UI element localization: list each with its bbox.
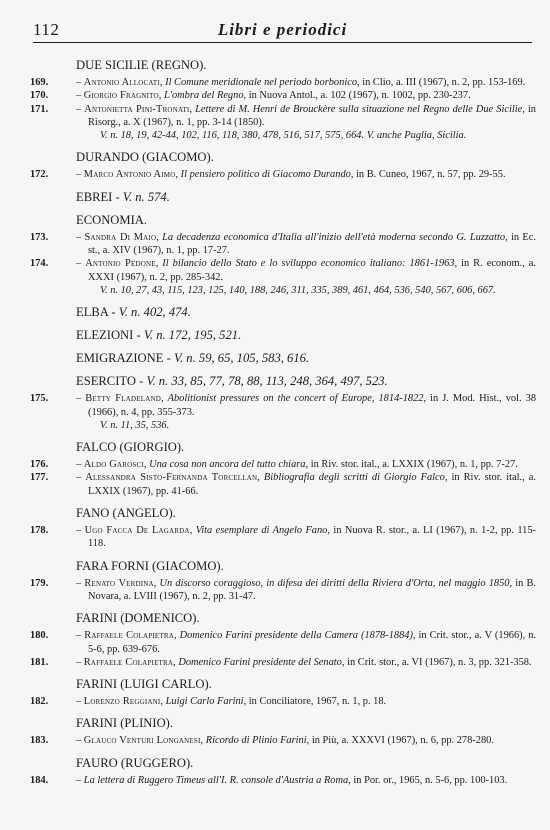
entry-title: Un discorso coraggioso, in difesa dei diritti della Riviera d'Orta, nel maggio 1850 — [159, 577, 510, 589]
subject-heading-text: EMIGRAZIONE - — [76, 351, 174, 366]
entry-citation: , in Por. or., 1965, n. 5-6, pp. 100-103. — [348, 774, 508, 786]
separator: , — [153, 577, 160, 589]
cross-reference: V. n. 33, 85, 77, 78, 88, 113, 248, 364, 497, 523. — [146, 374, 388, 389]
entry-author: Betty Fladeland — [85, 393, 161, 405]
entry-number: 177. — [30, 472, 49, 484]
entry-author: Raffaele Colapietra — [84, 630, 174, 642]
entry-title: Ricordo di Plinio Farini — [205, 735, 307, 747]
bibliography-entry — [30, 89, 536, 102]
entry-number: 181. — [30, 656, 49, 668]
subject-heading — [76, 149, 536, 165]
bibliography-entry — [30, 231, 536, 258]
entry-title: L'ombra del Regno — [163, 90, 244, 102]
entry-author: Antonio Allocati — [83, 77, 160, 88]
bibliography-entry — [30, 257, 536, 297]
entry-text — [76, 392, 537, 419]
entry-author: Renato Verdina — [84, 577, 154, 589]
entry-dash: – — [76, 393, 86, 405]
entry-text — [76, 734, 536, 747]
entry-dash: – — [76, 577, 85, 589]
running-header — [33, 20, 532, 43]
subject-heading-text: ELEZIONI - — [76, 328, 144, 343]
entry-citation: , in Crit. stor., a. V (1966), n. 5-6, pp. 639-676. — [88, 630, 537, 655]
entry-text — [76, 471, 537, 498]
subject-heading-text: DURANDO (GIACOMO). — [76, 150, 214, 165]
entry-number: 169. — [30, 77, 49, 88]
separator: , — [175, 169, 181, 181]
entry-text — [76, 524, 536, 551]
subject-heading — [76, 350, 536, 366]
subject-heading — [76, 304, 536, 320]
entry-citation: , in Ec. st., a. XIV (1967), n. 1, pp. 17-27. — [88, 231, 536, 257]
entry-number: 173. — [30, 231, 49, 243]
entry-number: 176. — [30, 459, 49, 471]
entry-title: Il bilancio dello Stato e lo sviluppo economico italiano: 1861-1963 — [162, 258, 455, 270]
subject-heading-text: FARINI (DOMENICO). — [76, 611, 200, 626]
subject-heading — [76, 327, 536, 343]
entry-citation: , in J. Mod. Hist., vol. 38 (1966), n. 4, pp. 355-373. — [88, 393, 537, 418]
entry-dash: – — [76, 735, 84, 747]
bibliography-entry — [30, 524, 536, 551]
cross-reference: V. n. 402, 474. — [118, 305, 191, 320]
entry-number: 174. — [30, 258, 49, 270]
entry-title: Una cosa non ancora del tutto chiara — [149, 459, 306, 471]
entry-citation: , in B. Novara, a. LVIII (1967), n. 2, pp. 31-47. — [88, 577, 536, 602]
entry-dash: – — [76, 77, 84, 88]
bibliography-entry — [30, 734, 536, 747]
entry-text — [76, 257, 536, 284]
entry-author: Antonio Pedone — [85, 258, 156, 270]
entry-author: Glauco Venturi Longanesi — [83, 735, 201, 747]
subject-heading — [76, 373, 536, 389]
subject-heading-text: FANO (ANGELO). — [76, 506, 176, 521]
entry-text — [76, 231, 536, 258]
entry-citation: , in Clio, a. III (1967), n. 2, pp. 153-169. — [357, 77, 526, 88]
bibliography-entry — [30, 577, 536, 604]
entry-dash: – — [76, 258, 86, 270]
subject-heading-text: FAURO (RUGGERO). — [76, 755, 194, 770]
bibliography-entry — [30, 774, 536, 787]
entry-author: Aldo Garosci — [83, 459, 144, 471]
entry-number: 171. — [30, 103, 49, 115]
separator: , — [156, 231, 163, 243]
entry-number: 180. — [30, 630, 49, 642]
separator: , — [158, 90, 164, 102]
entry-dash: – — [76, 103, 85, 115]
entry-title: Vita esemplare di Angelo Fano — [195, 525, 328, 537]
subject-heading — [76, 57, 536, 73]
entry-title: La decadenza economica d'Italia all'inizio dell'età moderna secondo G. Luzzatto — [162, 231, 506, 243]
subject-heading — [76, 212, 536, 228]
bibliography-entry — [30, 458, 536, 471]
running-title: Libri e periodici — [217, 20, 348, 39]
bibliography-entry — [30, 392, 536, 432]
entry-author: Alessandra Sisto-Fernanda Torcellan — [85, 472, 258, 484]
subject-heading — [76, 715, 536, 731]
entry-author: Marco Antonio Aimo — [83, 169, 176, 181]
entry-text — [76, 89, 536, 102]
entry-text — [76, 695, 536, 708]
entry-dash: – — [76, 630, 85, 642]
entry-author: Ugo Facca De Lagarda — [84, 525, 190, 537]
separator: , — [200, 735, 206, 747]
subject-heading-text: ECONOMIA. — [76, 212, 148, 227]
entry-title: Domenico Farini presidente della Camera (1878-1884) — [179, 630, 413, 642]
entry-text — [76, 103, 537, 130]
separator: , — [155, 258, 163, 270]
entry-text — [76, 458, 536, 471]
separator: , — [173, 630, 180, 642]
entry-title: Domenico Farini presidente del Senato — [178, 656, 342, 668]
entry-dash: – — [76, 472, 86, 484]
cross-reference: V. n. 11, 35, 536. — [100, 419, 170, 431]
entry-title: Bibliografia degli scritti di Giorgio Falco — [263, 472, 445, 484]
bibliography-entry — [30, 103, 536, 143]
bibliography-entry — [30, 629, 536, 656]
entry-citation: , in Nuova Antol., a. 102 (1967), n. 1002, pp. 230-237. — [243, 90, 471, 102]
entry-number: 175. — [30, 393, 49, 405]
bibliography-entry — [30, 471, 536, 498]
entry-citation: , in Riv. stor. ital., a. LXXIX (1967), pp. 41-66. — [88, 472, 537, 497]
bibliography-entry — [30, 76, 536, 89]
entry-title: Abolitionist pressures on the concert of Europe, 1814-1822 — [167, 393, 424, 405]
separator: , — [189, 525, 196, 537]
subject-heading-text: DUE SICILIE (REGNO). — [76, 58, 207, 72]
entry-text — [76, 774, 536, 787]
entry-citation: , in Nuova R. stor., a. LI (1967), n. 1-2, pp. 115-118. — [88, 525, 536, 550]
entry-dash: – — [76, 656, 84, 668]
separator: , — [173, 656, 179, 668]
entry-number: 178. — [30, 525, 49, 537]
cross-reference: V. n. 172, 195, 521. — [143, 328, 242, 343]
subject-heading — [76, 439, 536, 455]
separator: , — [160, 393, 168, 405]
entry-number: 172. — [30, 169, 49, 181]
entry-citation: , in Risorg., a. X (1967), n. 1, pp. 3-14 (1850). — [88, 103, 537, 128]
subject-heading-text: FARA FORNI (GIACOMO). — [76, 558, 224, 573]
subject-heading — [76, 755, 536, 771]
entry-dash: – — [76, 525, 85, 537]
separator: , — [143, 459, 150, 471]
entry-author: Lorenzo Reggiani — [83, 696, 161, 708]
bibliography-entry — [30, 695, 536, 708]
subject-heading-text: FARINI (PLINIO). — [76, 716, 174, 731]
entry-text — [76, 577, 536, 604]
entry-author: Sandra Di Maio — [84, 231, 157, 243]
subject-heading-text: FALCO (GIORGIO). — [76, 440, 185, 455]
entry-dash: – — [76, 169, 84, 181]
entry-title: Luigi Carlo Farini — [165, 696, 244, 708]
entry-number: 179. — [30, 577, 49, 589]
entry-number: 183. — [30, 735, 49, 747]
entry-author: Raffaele Colapietra — [83, 656, 174, 668]
subject-heading — [76, 558, 536, 574]
subject-heading-text: FARINI (LUIGI CARLO). — [76, 677, 212, 692]
cross-reference: V. n. 574. — [122, 189, 170, 204]
entry-dash: – — [76, 774, 84, 786]
cross-reference: V. n. 18, 19, 42-44, 102, 116, 118, 380, 478, 516, 517, 575, 664. V. anche Puglia, Sicilia. — [100, 130, 467, 142]
bibliography-entry — [30, 656, 536, 669]
entry-text — [76, 76, 536, 89]
bibliography-entry — [30, 168, 536, 181]
entry-dash: – — [76, 459, 84, 471]
entry-number: 170. — [30, 90, 49, 102]
entry-citation: , in Più, a. XXXVI (1967), n. 6, pp. 278-280. — [306, 735, 494, 747]
subject-heading — [76, 505, 536, 521]
entry-title: La lettera di Ruggero Timeus all'I. R. console d'Austria a Roma — [83, 774, 349, 786]
entry-number: 184. — [30, 774, 49, 786]
subject-heading — [76, 189, 536, 205]
separator: , — [189, 103, 196, 115]
separator: , — [160, 696, 166, 708]
entry-citation: , in Riv. stor. ital., a. LXXIX (1967), n. 1, pp. 7-27. — [305, 459, 518, 471]
entry-text — [76, 656, 536, 669]
page-number: 112 — [33, 20, 60, 39]
entry-text — [76, 168, 536, 181]
entry-title: Il Comune meridionale nel periodo borbonico — [165, 77, 358, 88]
subject-heading-text: ELBA - — [76, 305, 119, 320]
subject-heading-text: EBREI - — [76, 189, 123, 204]
entry-text — [76, 629, 537, 656]
entry-citation: , in B. Cuneo, 1967, n. 57, pp. 29-55. — [350, 169, 506, 181]
subject-heading — [76, 676, 536, 692]
entry-dash: – — [76, 231, 85, 243]
subject-heading — [76, 610, 536, 626]
separator: , — [159, 77, 166, 88]
entry-title: Lettere di M. Henri de Brouckère sulla situazione nel Regno delle Due Sicilie — [195, 103, 523, 115]
entry-dash: – — [76, 696, 84, 708]
separator: , — [257, 472, 264, 484]
entry-title: Il pensiero politico di Giacomo Durando — [180, 169, 351, 181]
entry-author: Antonietta Pini-Tronati — [84, 103, 190, 115]
entry-dash: – — [76, 90, 84, 102]
entry-number: 182. — [30, 696, 49, 708]
subject-heading-text: ESERCITO - — [76, 374, 147, 389]
entry-author: Giorgio Fragnito — [83, 90, 159, 102]
entry-citation: , in R. econom., a. XXXI (1967), n. 2, pp. 285-342. — [88, 258, 536, 283]
bibliography-list — [30, 50, 536, 787]
cross-reference: V. n. 10, 27, 43, 115, 123, 125, 140, 188, 246, 311, 335, 389, 461, 464, 536, 540, 567, 606, 667. — [100, 284, 496, 296]
cross-reference: V. n. 59, 65, 105, 583, 616. — [173, 351, 310, 366]
entry-citation: , in Crit. stor., a. VI (1967), n. 3, pp. 321-358. — [341, 656, 532, 668]
entry-citation: , in Conciliatore, 1967, n. 1, p. 18. — [243, 696, 387, 708]
